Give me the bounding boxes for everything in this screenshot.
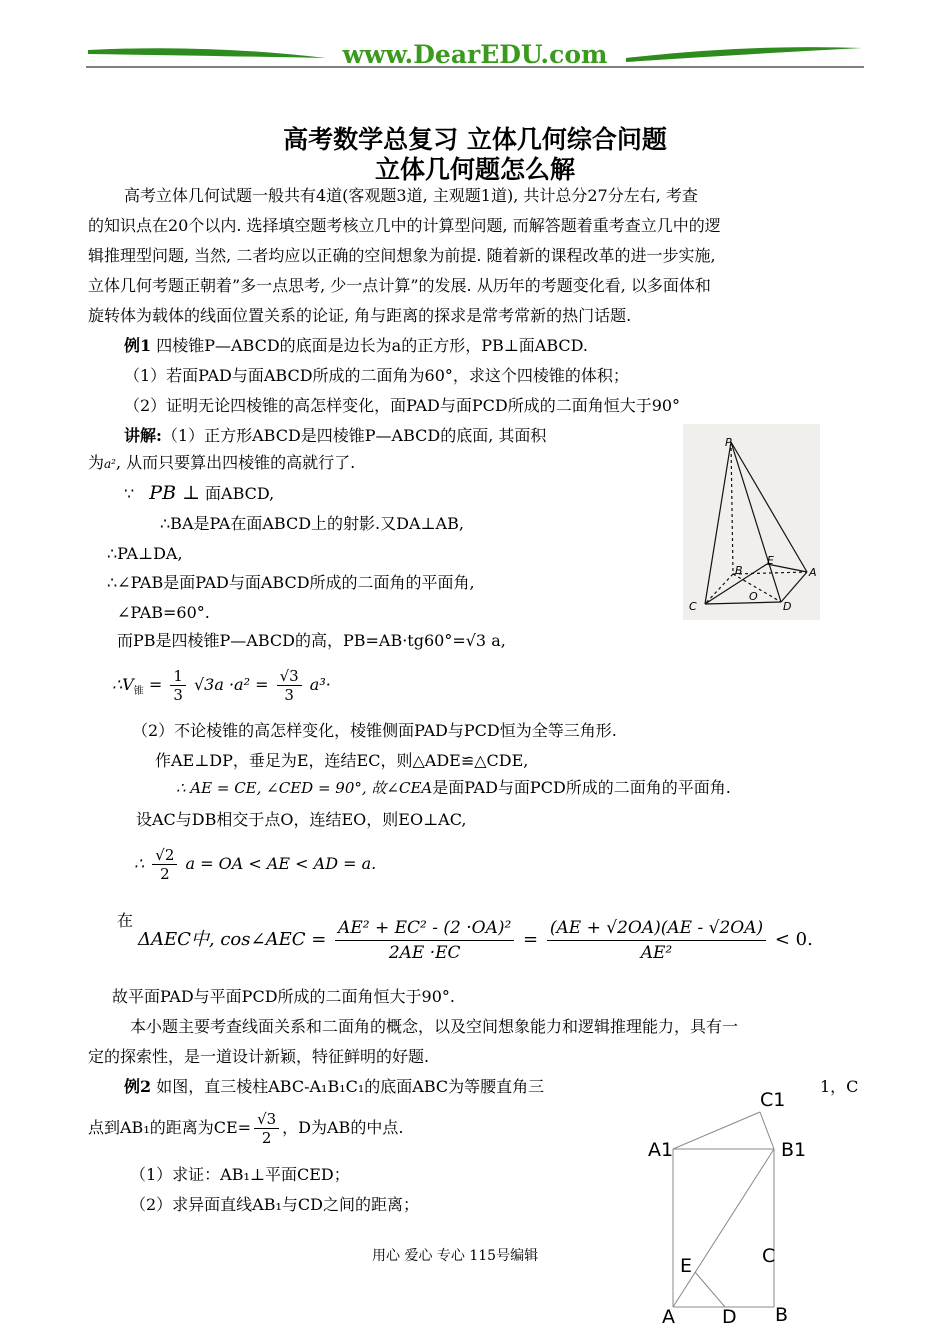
denominator: 3 [173, 686, 183, 704]
solution-line: ∴∠PAB是面PAD与面ABCD所成的二面角的平面角, [107, 573, 475, 592]
math-v: ∴V [112, 675, 134, 694]
label-O: O [749, 590, 758, 603]
inequality-formula [134, 840, 376, 888]
example2-question2: （2）求异面直线AB₁与CD之间的距离； [130, 1195, 419, 1214]
label-P: P [725, 436, 732, 449]
denominator: 2 [261, 1129, 272, 1147]
label-C: C [689, 600, 697, 613]
fraction [335, 916, 514, 965]
example2-stem [124, 1076, 544, 1098]
solution-text: , 从而只要算出四棱锥的高就行了. [115, 453, 356, 472]
label-D: D [722, 1306, 737, 1328]
example2-text: 点到AB₁的距离为CE= [88, 1118, 252, 1137]
commentary-line: 本小题主要考查线面关系和二面角的概念，以及空间想象能力和逻辑推理能力，具有一 [130, 1017, 739, 1036]
label-C: C [762, 1245, 776, 1267]
denominator: 2 [160, 865, 170, 883]
label-B: B [735, 564, 743, 577]
denominator: 3 [284, 686, 294, 704]
fraction [547, 916, 766, 965]
math-expression: ∴ AE = CE, ∠CED = 90°, 故∠CEA [176, 779, 433, 797]
example1-question1: （1）若面PAD与面ABCD所成的二面角为60°，求这个四棱锥的体积； [124, 366, 629, 385]
solution-text: 面ABCD, [205, 484, 275, 503]
part2-text: 是面PAD与面PCD所成的二面角的平面角. [432, 778, 731, 797]
math-expression: < 0. [774, 929, 813, 950]
example2-question1: （1）求证：AB₁⊥平面CED； [130, 1165, 350, 1184]
example1-question2: （2）证明无论四棱锥的高怎样变化，面PAD与面PCD所成的二面角恒大于90° [124, 396, 681, 415]
math-a-squared: a² [104, 457, 116, 471]
solution-line [88, 452, 355, 475]
part2-line: 在 [117, 911, 134, 930]
solution-line: ∴PA⊥DA, [107, 544, 183, 563]
page-title: 高考数学总复习 立体几何综合问题 [283, 125, 667, 154]
part2-line [176, 777, 731, 799]
label-A1: A1 [648, 1139, 674, 1161]
fraction [277, 667, 302, 704]
label-B1: B1 [781, 1139, 807, 1161]
denominator: AE² [640, 942, 673, 963]
math-equals: = [523, 929, 539, 950]
label-B: B [775, 1304, 789, 1326]
fraction [170, 667, 186, 704]
commentary-line: 定的探索性，是一道设计新颖，特征鲜明的好题. [88, 1047, 430, 1066]
fraction [254, 1110, 279, 1147]
fraction [152, 846, 177, 883]
label-E: E [767, 554, 774, 567]
example1-text: 四棱锥P—ABCD的底面是边长为a的正方形，PB⊥面ABCD. [156, 336, 588, 355]
solution-line: ∠PAB=60°. [117, 603, 210, 622]
math-equals: = [148, 675, 163, 694]
intro-line: 旋转体为载体的线面位置关系的论证, 角与距离的探求是常考常新的热门话题. [88, 306, 632, 325]
part2-line: 作AE⊥DP，垂足为E，连结EC，则△ADE≌△CDE, [155, 751, 529, 770]
solution-line: 而PB是四棱锥P—ABCD的高，PB=AB·tg60°=√3 a, [117, 631, 506, 650]
example2-line [88, 1104, 403, 1152]
part2-conclusion: 故平面PAD与平面PCD所成的二面角恒大于90°. [112, 987, 455, 1006]
example1-stem [124, 335, 588, 357]
example2-label: 例2 [124, 1077, 152, 1096]
volume-formula [112, 665, 331, 712]
example2-stem-tail: 1，C [820, 1077, 859, 1096]
pyramid-figure [683, 424, 820, 620]
intro-line: 高考立体几何试题一般共有4道(客观题3道, 主观题1道), 共计总分27分左右, 考查 [124, 186, 698, 205]
label-C1: C1 [760, 1089, 786, 1111]
intro-line: 辑推理型问题, 当然, 二者均应以正确的空间想象为前提. 随着新的课程改革的进一步实施, [88, 246, 716, 265]
example1-label: 例1 [124, 336, 152, 355]
numerator: AE² + EC² - (2 ·OA)² [335, 916, 514, 941]
solution-text: （1）正方形ABCD是四棱锥P—ABCD的底面, 其面积 [161, 426, 547, 445]
solution-line [124, 425, 546, 447]
numerator: √2 [152, 846, 177, 865]
example2-text: ，D为AB的中点. [282, 1118, 404, 1137]
label-E: E [680, 1255, 693, 1277]
header-site-name[interactable]: www.DearEDU.com [342, 40, 608, 69]
numerator: √3 [277, 667, 302, 686]
page-footer: 用心 爱心 专心 115号编辑 [372, 1248, 539, 1264]
solution-label: 讲解: [124, 426, 162, 445]
math-expression: √3a ·a² = [193, 675, 269, 694]
example2-text: 如图，直三棱柱ABC-A₁B₁C₁的底面ABC为等腰直角三 [156, 1077, 545, 1096]
math-expression: a = OA < AE < AD = a. [185, 854, 377, 873]
math-subscript: 锥 [133, 686, 144, 698]
solution-line [124, 482, 274, 505]
part2-line: 设AC与DB相交于点O，连结EO，则EO⊥AC, [136, 810, 467, 829]
prism-diagram [650, 1085, 810, 1335]
numerator: 1 [170, 667, 186, 686]
math-expression: a³· [309, 675, 331, 694]
cosine-formula [138, 912, 813, 968]
therefore-symbol: ∴ [134, 854, 145, 873]
label-A: A [662, 1306, 675, 1328]
page-subtitle: 立体几何题怎么解 [374, 155, 575, 184]
math-expression: ΔAEC中, cos∠AEC = [138, 929, 327, 950]
part2-line: （2）不论棱锥的高怎样变化，棱锥侧面PAD与PCD恒为全等三角形. [132, 721, 617, 740]
solution-line: ∴BA是PA在面ABCD上的射影.又DA⊥AB, [160, 514, 464, 533]
numerator: √3 [254, 1110, 279, 1129]
label-D: D [783, 600, 792, 613]
therefore-symbol: ∵ [124, 484, 135, 503]
intro-line: 的知识点在20个以内. 选择填空题考核立几中的计算型问题, 而解答题着重考查立几中的逻 [88, 216, 721, 235]
math-pb-perp: PB ⊥ [149, 482, 200, 504]
solution-text: 为 [88, 453, 105, 472]
denominator: 2AE ·EC [388, 942, 461, 963]
label-A: A [809, 566, 817, 579]
pyramid-diagram [683, 424, 820, 620]
intro-line: 立体几何考题正朝着”多一点思考, 少一点计算”的发展. 从历年的考题变化看, 以多面体和 [88, 276, 711, 295]
numerator: (AE + √2OA)(AE - √2OA) [547, 916, 766, 941]
